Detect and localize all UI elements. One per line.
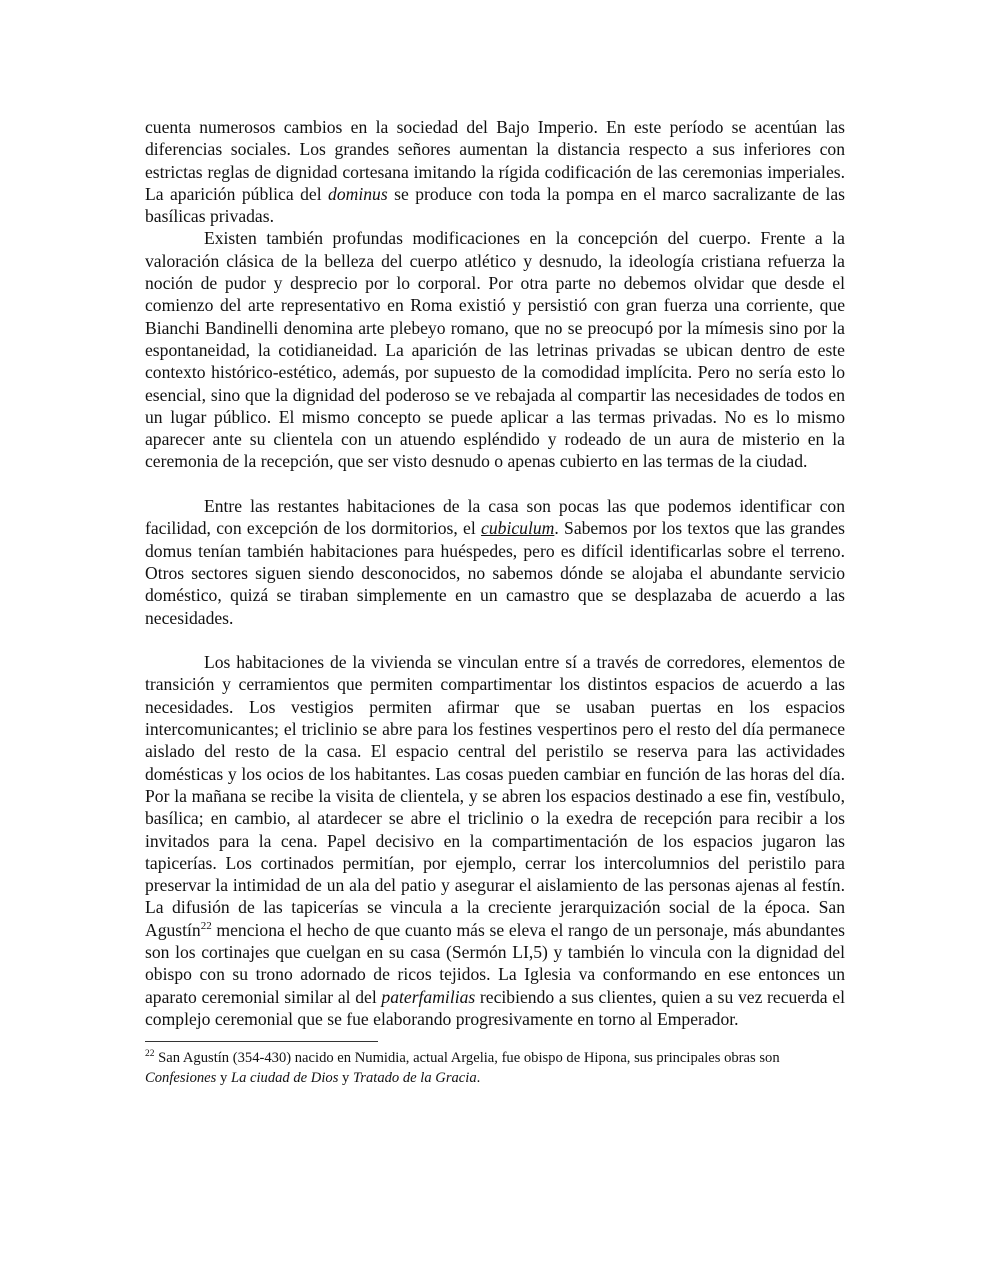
footnote-separator (145, 1041, 378, 1042)
book-title: La ciudad de Dios (230, 1069, 339, 1086)
book-title: Tratado de la Gracia (352, 1069, 477, 1086)
paragraph-4: Los habitaciones de la vivienda se vinculan entre sí a través de corredores, elementos de transición y cerramientos que permiten compartimentar los distintos espacios de acuerdo a las necesidades. Los vestigios permiten afirmar que se usaban puertas en los espacios intercomunicantes; el triclinio se abre para los festines vespertinos pero el resto del día permanece aislado del resto de la casa. El espacio central del peristilo se reserva para las actividades domésticas y los ocios de los habitantes. Las cosas pueden cambiar en función de las horas del día. Por la mañana se recibe la visita de clientela, y se abren los espacios destinado a ese fin, vestíbulo, basílica; en cambio, al atardecer se abre el triclinio o la exedra de recepción para recibir a los invitados para la cena. Papel decisivo en la compartimentación de los espacios jugaron las tapicerías. Los cortinados permitían, por ejemplo, cerrar los intercolumnios del peristilo para preservar la intimidad de un ala del patio y asegurar el aislamiento de las personas ajenas al festín. La difusión de las tapicerías se vincula a la creciente jerarquización social de la época. San Agustín$^{22}$ menciona el hecho de que cuanto más se eleva el rango de un personaje, más abundantes son los cortinajes que cuelgan en su casa (Sermón LI,5) y también lo vincula con la dignidad del obispo con su trono adornado de ricos tejidos. La Iglesia va conformando en ese entonces un aparato ceremonial similar al del paterfamilias recibiendo a sus clientes, quien a su vez recuerda el complejo ceremonial que se fue elaborando progresivamente en torno al Emperador. (145, 652, 845, 1029)
paragraph-1: cuenta numerosos cambios en la sociedad del Bajo Imperio. En este período se acentúan las diferencias sociales. Los grandes señores aumentan la distancia respecto a sus inferiores con estrictas reglas de dignidad cortesana imitando la rígida codificación de las ceremonias imperiales. La aparición pública del dominus se produce con toda la pompa en el marco sacralizante de las basílicas privadas. (145, 117, 845, 227)
italic-term: dominus (328, 183, 388, 204)
italic-underlined-term: cubiculum (481, 518, 555, 539)
italic-term: paterfamilias (381, 986, 476, 1007)
paragraph-2: Existen también profundas modificaciones en la concepción del cuerpo. Frente a la valoración clásica de la belleza del cuerpo atlético y desnudo, la ideología cristiana refuerza la noción de pudor y desprecio por lo corporal. Por otra parte no debemos olvidar que desde el comienzo del arte representativo en Roma existió y persistió con gran fuerza una corriente, que Bianchi Bandinelli denomina arte plebeyo romano, que no se preocupó por la mímesis sino por la espontaneidad, la cotidianeidad. La aparición de las letrinas privadas se ubican dentro de este contexto histórico-estético, además, por supuesto de la comodidad implícita. Pero no sería esto lo esencial, sino que la dignidad del poderoso se ve rebajada al compartir las necesidades de todos en un lugar público. El mismo concepto se puede aplicar a las termas privadas. No es lo mismo aparecer ante su clientela con un atuendo espléndido y rodeado de un aura de misterio en la ceremonia de la recepción, que ser visto desnudo o apenas cubierto en las termas de la ciudad. (145, 228, 845, 472)
book-title: Confesiones (145, 1069, 217, 1086)
paragraph-3: Entre las restantes habitaciones de la casa son pocas las que podemos identificar con facilidad, con excepción de los dormitorios, el cubiculum. Sabemos por los textos que las grandes domus tenían también habitaciones para huéspedes, pero es difícil identificarlas sobre el terreno. Otros sectores siguen siendo desconocidos, no sabemos dónde se alojaba el abundante servicio doméstico, quizá se tiraban simplemente en un camastro que se desplazaba de acuerdo a las necesidades. (145, 496, 845, 628)
document-page (145, 116, 845, 1088)
footnote: $^{22}$ San Agustín (354-430) nacido en Numidia, actual Argelia, fue obispo de Hipona, sus principales obras son Confesiones y La ciudad de Dios y Tratado de la Gracia. (145, 1049, 780, 1086)
footnote-number: 22 (145, 1049, 155, 1060)
footnote-reference[interactable]: 22 (200, 919, 212, 932)
